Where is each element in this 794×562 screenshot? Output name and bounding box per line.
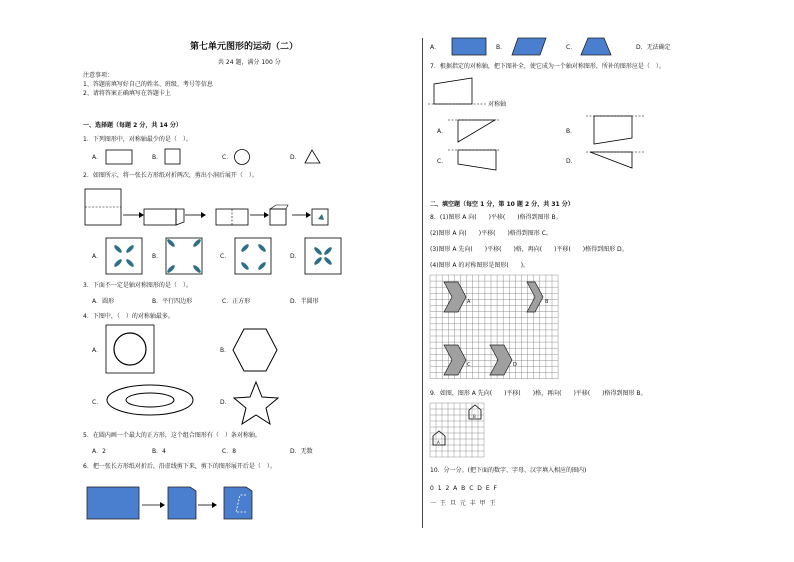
q5-opt-b: B．4 — [152, 448, 166, 455]
q7-axis-label: 对称轴 — [488, 101, 507, 108]
q4-stem: 4．下图中，（ ）的对称轴最多。 — [83, 313, 174, 320]
q10-stem: 10．分一分。(把下面的数字、字母、汉字填入相应的圈内) — [430, 467, 587, 474]
note-1: 1、答题前填写好自己的姓名、班级、考号等信息 — [83, 81, 213, 88]
q10-line2: 一 王 旦 元 丰 甲 王 — [430, 500, 497, 507]
q3-stem: 3．下面不一定是轴对称图形的是（ ）。 — [83, 282, 192, 289]
q8-part4: (4)图形 A 的对称图形是图形( )。 — [430, 262, 530, 269]
q10-line1: 0 1 2 A B C D E F — [430, 485, 498, 492]
q1-opt-a: A． — [92, 154, 103, 161]
q4-opt-d: D． — [220, 399, 231, 406]
q2-opt-d: D． — [290, 253, 301, 260]
grid-label-b: B — [545, 299, 549, 305]
section2-heading: 二、填空题（每空 1 分，第 10 题 2 分，共 31 分） — [430, 201, 574, 208]
q6-stem: 6．把一张长方形纸对折后，沿虚线剪下来，剪下的图形展开后是（ ）。 — [83, 463, 276, 470]
q8-part3: (3)图形 A 先向( )平移( )格，再向( )平移( )格得到图形 D。 — [430, 246, 628, 253]
q4-opt-c: C． — [92, 399, 103, 406]
q1-stem: 1．下列图形中，对称轴最少的是（ ）。 — [83, 136, 192, 143]
q9-label-b: B — [473, 414, 476, 419]
q5-opt-d: D．无数 — [290, 448, 313, 455]
grid-label-c: C — [467, 362, 471, 368]
grid-label-d: D — [513, 362, 517, 368]
q6-opt-b: B． — [496, 44, 507, 51]
q6-opt-d: D．无法确定 — [636, 44, 671, 51]
note-2: 2、请将答案正确填写在答题卡上 — [83, 90, 171, 97]
q7-opt-a: A． — [437, 128, 448, 135]
q6-opt-c: C． — [566, 44, 577, 51]
q3-opt-b: B．平行四边形 — [152, 298, 193, 305]
q5-opt-a: A．2 — [92, 448, 106, 455]
page-title: 第七单元图形的运动（二） — [190, 42, 299, 52]
q2-stem: 2．如图所示，将一张长方形纸对折两次，剪出小洞后展开（ ）。 — [83, 172, 258, 179]
q7-opt-d: D． — [566, 158, 577, 165]
q1-opt-d: D． — [290, 154, 301, 161]
q8-part2: (2)图形 A 向( )平移( )格得到图形 C。 — [430, 230, 552, 237]
section1-heading: 一、选择题（每题 2 分，共 14 分） — [83, 122, 182, 129]
notes-heading: 注意事项： — [83, 72, 114, 79]
q7-opt-b: B． — [566, 128, 577, 135]
q8-part1: 8．(1)图形 A 向( )平移( )格得到图形 B。 — [430, 214, 562, 221]
q6-opt-a: A． — [430, 44, 441, 51]
q2-opt-b: B． — [152, 253, 163, 260]
q7-opt-c: C． — [437, 158, 448, 165]
q9-label-a: A — [437, 440, 440, 445]
q9-stem: 9．如图，图形 A 先向( )平移( )格，再向( )平移( )格得到图形 B。 — [430, 390, 647, 397]
q7-stem: 7．根据指定的对称轴，把下图补全，使它成为一个轴对称图形，所补的图形应是（ ）。 — [430, 63, 665, 70]
q1-opt-c: C． — [222, 154, 233, 161]
grid-lines — [430, 403, 484, 457]
q5-stem: 5．在圆内画一个最大的正方形，这个组合图形有（ ）条对称轴。 — [83, 432, 261, 439]
q1-opt-b: B． — [152, 154, 163, 161]
page-subtitle: 共 24 题，满分 100 分 — [218, 59, 281, 66]
q3-opt-a: A．圆形 — [92, 298, 115, 305]
q3-opt-c: C．正方形 — [222, 298, 251, 305]
q3-opt-d: D．半圆形 — [290, 298, 319, 305]
q4-opt-a: A． — [92, 347, 103, 354]
q4-opt-b: B． — [220, 347, 231, 354]
q2-opt-c: C． — [220, 253, 231, 260]
q2-opt-a: A． — [92, 253, 103, 260]
grid-label-a: A — [467, 299, 471, 305]
q5-opt-c: C．8 — [222, 448, 237, 455]
